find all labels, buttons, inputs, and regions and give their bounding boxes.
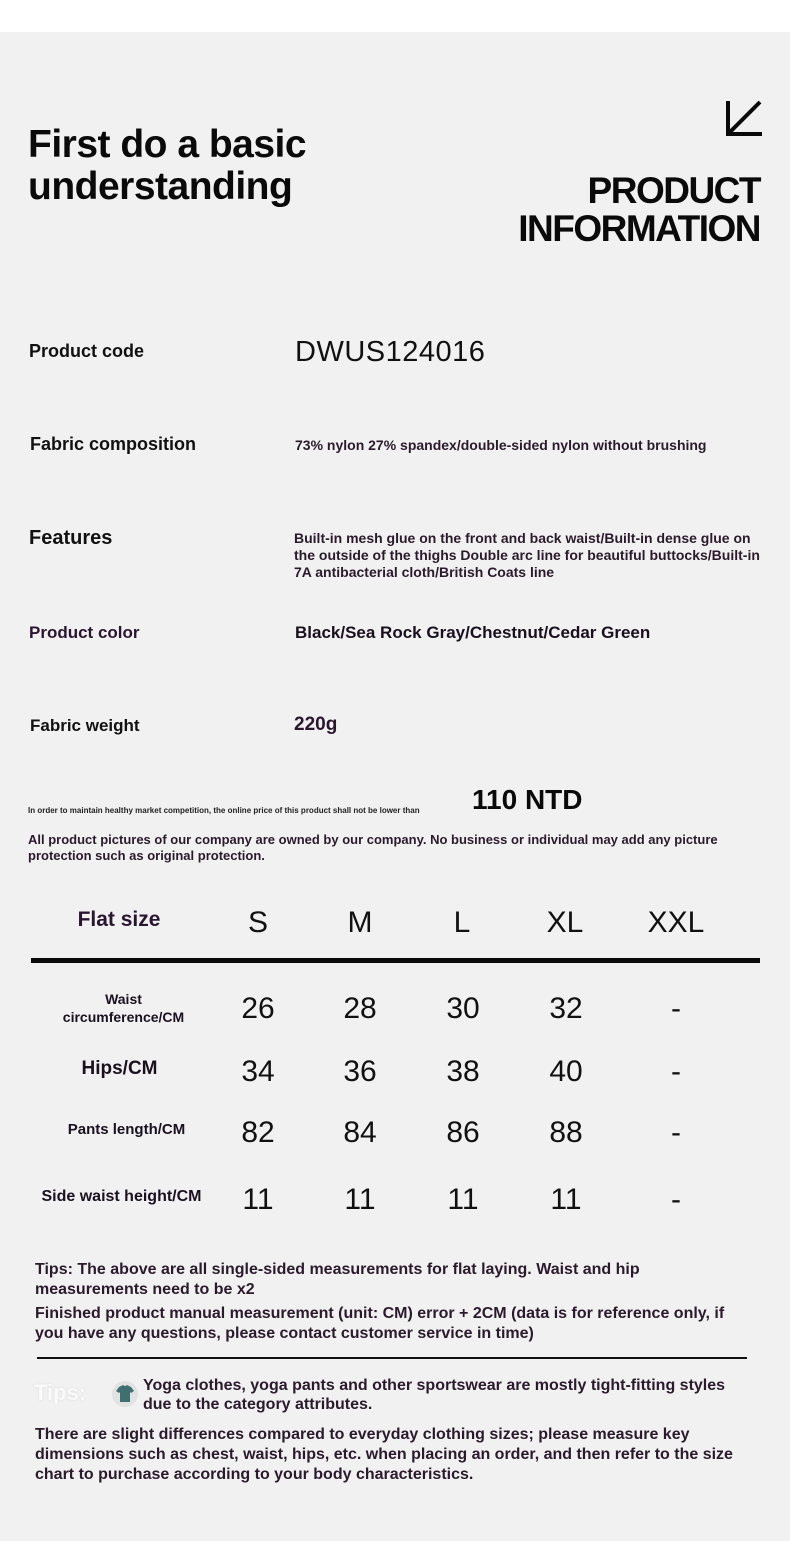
row-label-waist-line-1: Waist xyxy=(105,991,142,1007)
row-label-waist-line-2: circumference/CM xyxy=(62,1009,185,1025)
product-color-value: Black/Sea Rock Gray/Chestnut/Cedar Green xyxy=(295,623,651,642)
size-header-xl: XL xyxy=(546,906,584,939)
flat-size-header: Flat size xyxy=(77,908,161,931)
page-title xyxy=(28,124,388,208)
table-cell: - xyxy=(671,1183,681,1216)
product-code-value: DWUS124016 xyxy=(295,336,486,368)
size-header-m: M xyxy=(347,906,373,939)
table-cell: 11 xyxy=(447,1183,479,1216)
features-value: Built-in mesh glue on the front and back waist/Built-in dense glue on the outside of the thighs Double arc line for beautiful buttocks/Built-in 7A antibacterial cloth/British Coats line xyxy=(294,530,760,580)
copyright-notice: All product pictures of our company are owned by our company. No business or individual may add any picture protection such as original protection. xyxy=(28,832,718,863)
tips-measurement-note: Tips: The above are all single-sided measurements for flat laying. Waist and hip measurements need to be x2 xyxy=(35,1261,640,1298)
table-cell: 11 xyxy=(242,1183,274,1216)
title-line-2: understanding xyxy=(28,165,293,208)
row-label-waist xyxy=(26,990,221,1026)
table-cell: 32 xyxy=(549,992,583,1025)
arrow-down-left-icon xyxy=(722,98,764,140)
fabric-weight-value: 220g xyxy=(294,714,338,735)
product-information-heading xyxy=(518,172,760,248)
table-cell: 26 xyxy=(241,992,275,1025)
product-color-label: Product color xyxy=(29,623,140,642)
yoga-sizing-note: Yoga clothes, yoga pants and other sportswear are mostly tight-fitting styles due to the category attributes. xyxy=(143,1377,726,1413)
sizing-advice-note: There are slight differences compared to everyday clothing sizes; please measure key dimensions such as chest, waist, hips, etc. when placing an order, and then refer to the size chart to purchase according to your body characteristics. xyxy=(35,1426,733,1483)
row-label-hips: Hips/CM xyxy=(81,1058,158,1079)
table-cell: 38 xyxy=(446,1055,480,1088)
table-cell: 30 xyxy=(446,992,480,1025)
fabric-composition-value: 73% nylon 27% spandex/double-sided nylon without brushing xyxy=(295,437,707,453)
title-line-1: First do a basic xyxy=(28,123,307,166)
tips-error-note: Finished product manual measurement (unit: CM) error + 2CM (data is for reference only, if you have any questions, please contact customer service in time) xyxy=(35,1305,725,1342)
size-header-l: L xyxy=(453,906,471,939)
fabric-composition-label: Fabric composition xyxy=(30,434,197,454)
price-value: 110 NTD xyxy=(472,784,583,815)
fabric-weight-label: Fabric weight xyxy=(30,716,140,735)
product-info-line-1: PRODUCT xyxy=(587,170,760,211)
size-header-xxl: XXL xyxy=(647,906,705,939)
features-label: Features xyxy=(29,527,113,549)
product-info-line-2: INFORMATION xyxy=(518,208,760,249)
table-cell: 88 xyxy=(549,1116,583,1149)
table-cell: 11 xyxy=(344,1183,376,1216)
table-header-divider xyxy=(31,958,760,963)
size-header-s: S xyxy=(247,906,268,939)
tips-tag: Tips: xyxy=(34,1380,87,1405)
tshirt-icon xyxy=(110,1380,140,1408)
table-cell: 34 xyxy=(241,1055,275,1088)
table-cell: 82 xyxy=(241,1116,275,1149)
table-cell: 11 xyxy=(550,1183,582,1216)
price-note: In order to maintain healthy market competition, the online price of this product shall not be lower than xyxy=(28,806,420,815)
table-cell: 40 xyxy=(549,1055,583,1088)
table-cell: 28 xyxy=(343,992,377,1025)
row-label-pants-length: Pants length/CM xyxy=(67,1121,186,1138)
table-cell: 84 xyxy=(343,1116,377,1149)
table-cell: - xyxy=(671,992,681,1025)
table-cell: 36 xyxy=(343,1055,377,1088)
tips-divider xyxy=(37,1357,747,1359)
row-label-side-waist-height: Side waist height/CM xyxy=(41,1188,202,1205)
product-code-label: Product code xyxy=(29,341,145,361)
table-cell: - xyxy=(671,1116,681,1149)
table-cell: - xyxy=(671,1055,681,1088)
table-cell: 86 xyxy=(446,1116,480,1149)
